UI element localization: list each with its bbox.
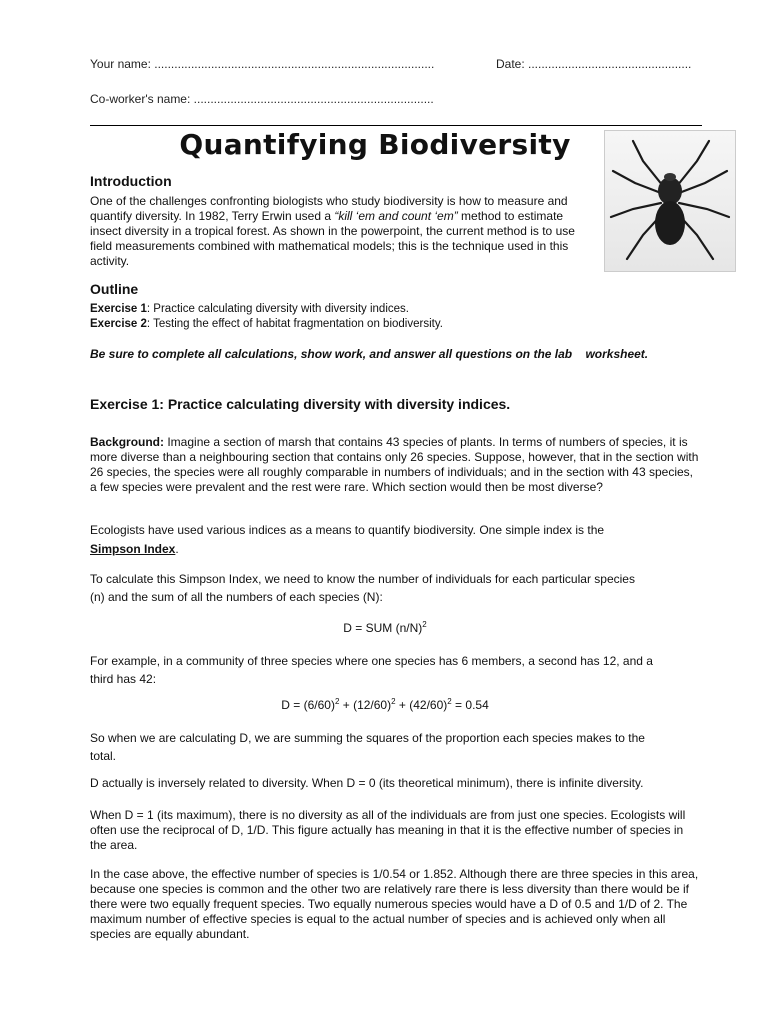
maximum-paragraph: When D = 1 (its maximum), there is no diversity as all of the individuals are from just one species. Ecologists will often use the reciprocal of D, 1/D. This figure actually has meaning in that it is the effective number of species in the area. <box>90 808 686 852</box>
header-rule <box>90 125 702 126</box>
date-field: Date: ................................................. <box>496 57 692 71</box>
introduction-heading: Introduction <box>90 173 172 189</box>
simpson-index-link: Simpson Index <box>90 542 176 556</box>
indices-paragraph: Ecologists have used various indices as a means to quantify biodiversity. One simple index is the Simpson Index. <box>90 523 605 556</box>
inverse-paragraph: D actually is inversely related to diversity. When D = 0 (its theoretical minimum), there is infinite diversity. <box>90 776 644 790</box>
coworker-name-field: Co-worker's name: ........................................................................ <box>90 92 434 106</box>
example-paragraph: For example, in a community of three species where one species has 6 members, a second has 12, and a third has 42: <box>90 654 653 686</box>
your-name-field: Your name: .................................................................................... <box>90 57 435 71</box>
instruction-text: Be sure to complete all calculations, show work, and answer all questions on the lab worksheet. <box>90 347 649 361</box>
calc-paragraph: To calculate this Simpson Index, we need to know the number of individuals for each particular species (n) and the sum of all the numbers of each species (N): <box>90 572 635 604</box>
outline-exercise-2: Exercise 2: Testing the effect of habitat fragmentation on biodiversity. <box>90 318 443 330</box>
spider-icon <box>605 131 735 271</box>
simpson-formula: D = SUM $(n/N)^2$ <box>343 620 427 635</box>
exercise-1-heading: Exercise 1: Practice calculating diversity with diversity indices. <box>90 396 511 412</box>
example-formula: $D = (6/60)^2 + (12/60)^2 + (42/60)^2 = 0.54$ <box>281 697 489 712</box>
background-paragraph: Background: Imagine a section of marsh that contains 43 species of plants. In terms of numbers of species, it is more diverse than a neighbouring section that contains only 26 species. Suppose, however, that in the section with 26 species, the species were all roughly comparable in numbers of individuals; and in the section with 43 species, a few species were prevalent and the rest were rare. Which section would then be most diverse? <box>90 435 699 494</box>
spider-image <box>604 130 736 272</box>
summing-paragraph: So when we are calculating D, we are summing the squares of the proportion each species makes to the total. <box>90 731 645 763</box>
outline-heading: Outline <box>90 281 139 297</box>
outline-exercise-1: Exercise 1: Practice calculating diversity with diversity indices. <box>90 303 409 315</box>
case-paragraph: In the case above, the effective number of species is 1/0.54 or 1.852. Although there are three species in this area, because one species is common and the other two are relatively rare there is less diversity than there would be if there were two equally frequent species. Two equally numerous species would have a D of 0.5 and 1/D of 2. The maximum number of effective species is equal to the actual number of species and is achieved only when all species are equally abundant. <box>90 867 699 941</box>
page-title: Quantifying Biodiversity <box>179 128 571 161</box>
introduction-text: One of the challenges confronting biologists who study biodiversity is how to measure and quantify diversity. In 1982, Terry Erwin used a “kill ‘em and count ‘em” method to estimate insect diversity in a tropical forest. As shown in the powerpoint, the current method is to use field measurements combined with mathematical models; this is the technique used in this activity. <box>90 194 575 268</box>
